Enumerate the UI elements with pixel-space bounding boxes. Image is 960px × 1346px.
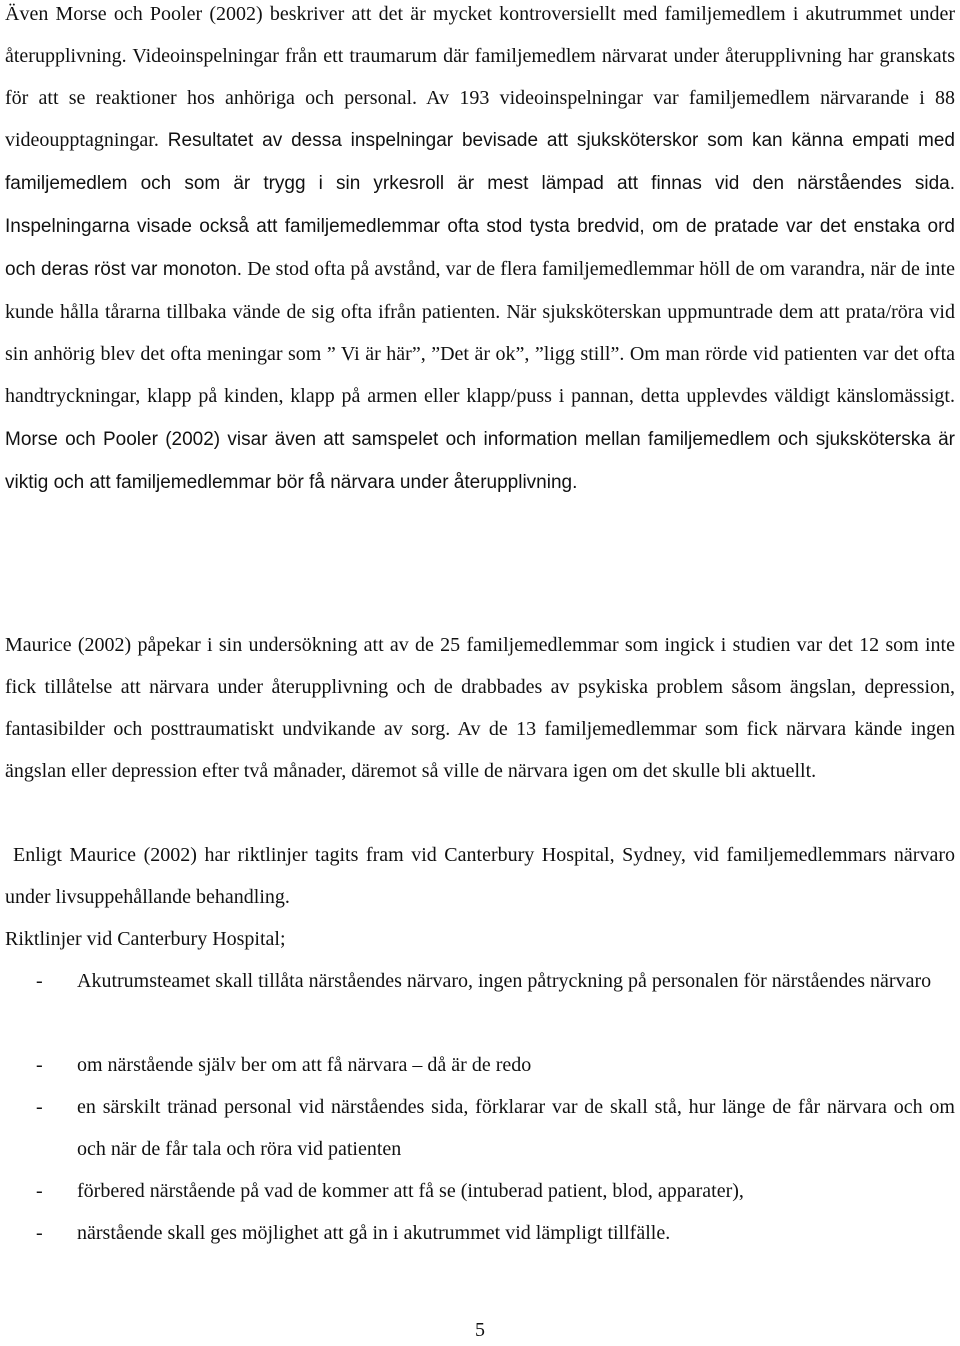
guideline-item <box>5 1212 955 1254</box>
list-bullet: - <box>36 970 43 992</box>
paragraph-maurice-study: Maurice (2002) påpekar i sin undersökning att av de 25 familjemedlemmar som ingick i studien var det 12 som inte fick tillåtelse att närvara under återupplivning och de drabbades av psykiska problem såsom ängslan, depression, fantasibilder och posttraumatiskt undvikande av sorg. Av de 13 familjemedlemmar som fick närvara kände ingen ängslan eller depression efter två månader, däremot så ville de närvara igen om det skulle bli aktuellt. <box>5 634 955 782</box>
paragraph-morse-pooler-conclusion: Morse och Pooler (2002) visar även att samspelet och information mellan familjemedlem och sjuksköterska är viktig och att familjemedlemmar bör få närvara under återupplivning. <box>5 429 955 493</box>
paragraph-morse-pooler <box>5 0 955 504</box>
guideline-text: Akutrumsteamet skall tillåta närståendes närvaro, ingen påtryckning på personalen för närståendes närvaro <box>77 970 932 992</box>
page-number: 5 <box>475 1319 485 1341</box>
paragraph-morse-pooler-behaviour: De stod ofta på avstånd, var de flera familjemedlemmar höll de om varandra, när de inte kunde hålla tårarna tillbaka vände de sig ofta ifrån patienten. När sjuksköterskan uppmuntrade dem att prata/röra vid sin anhörig blev det ofta meningar som ” Vi är här”, ”Det är ok”, ”ligg still”. Om man rörde vid patienten var det ofta handtryckningar, klapp på kinden, klapp på armen eller klapp/puss i pannan, detta upplevdes väldigt känslomässigt. <box>5 258 955 407</box>
list-bullet: - <box>36 1054 43 1076</box>
guideline-text: närstående skall ges möjlighet att gå in i akutrummet vid lämpligt tillfälle. <box>77 1222 671 1244</box>
guideline-text: förbered närstående på vad de kommer att få se (intuberad patient, blod, apparater), <box>77 1180 744 1202</box>
paragraph-maurice-guidelines: Enligt Maurice (2002) har riktlinjer tagits fram vid Canterbury Hospital, Sydney, vid familjemedlemmars närvaro under livsuppehållande behandling. <box>5 844 955 908</box>
guideline-item <box>5 960 955 1002</box>
guideline-item <box>5 1170 955 1212</box>
guideline-item <box>5 1086 955 1170</box>
guideline-text: om närstående själv ber om att få närvara – då är de redo <box>77 1054 532 1076</box>
list-bullet: - <box>36 1096 43 1118</box>
guideline-text: en särskilt tränad personal vid närståendes sida, förklarar var de skall stå, hur länge de får närvara och om och när de får tala och röra vid patienten <box>77 1096 955 1160</box>
paragraph-morse-pooler-results: Resultatet av dessa inspelningar bevisade att sjuksköterskor som kan känna empati med familjemedlem och som är trygg i sin yrkesroll är mest lämpad att finnas vid den närståendes sida. Inspelningarna visade också att familjemedlemmar ofta stod tysta bredvid, om de pratade var det enstaka ord och deras röst var monoton. <box>5 130 955 280</box>
list-bullet: - <box>36 1180 43 1202</box>
guidelines-heading: Riktlinjer vid Canterbury Hospital; <box>5 928 286 950</box>
paragraph-morse-pooler-intro: Även Morse och Pooler (2002) beskriver att det är mycket kontroversiellt med familjemedlem i akutrummet under återupplivning. Videoinspelningar från ett traumarum där familjemedlem närvarat under återupplivning har granskats för att se reaktioner hos anhöriga och personal. Av 193 videoinspelningar var familjemedlem närvarande i 88 videoupptagningar. <box>5 3 955 151</box>
guideline-item <box>5 1044 955 1086</box>
list-bullet: - <box>36 1222 43 1244</box>
